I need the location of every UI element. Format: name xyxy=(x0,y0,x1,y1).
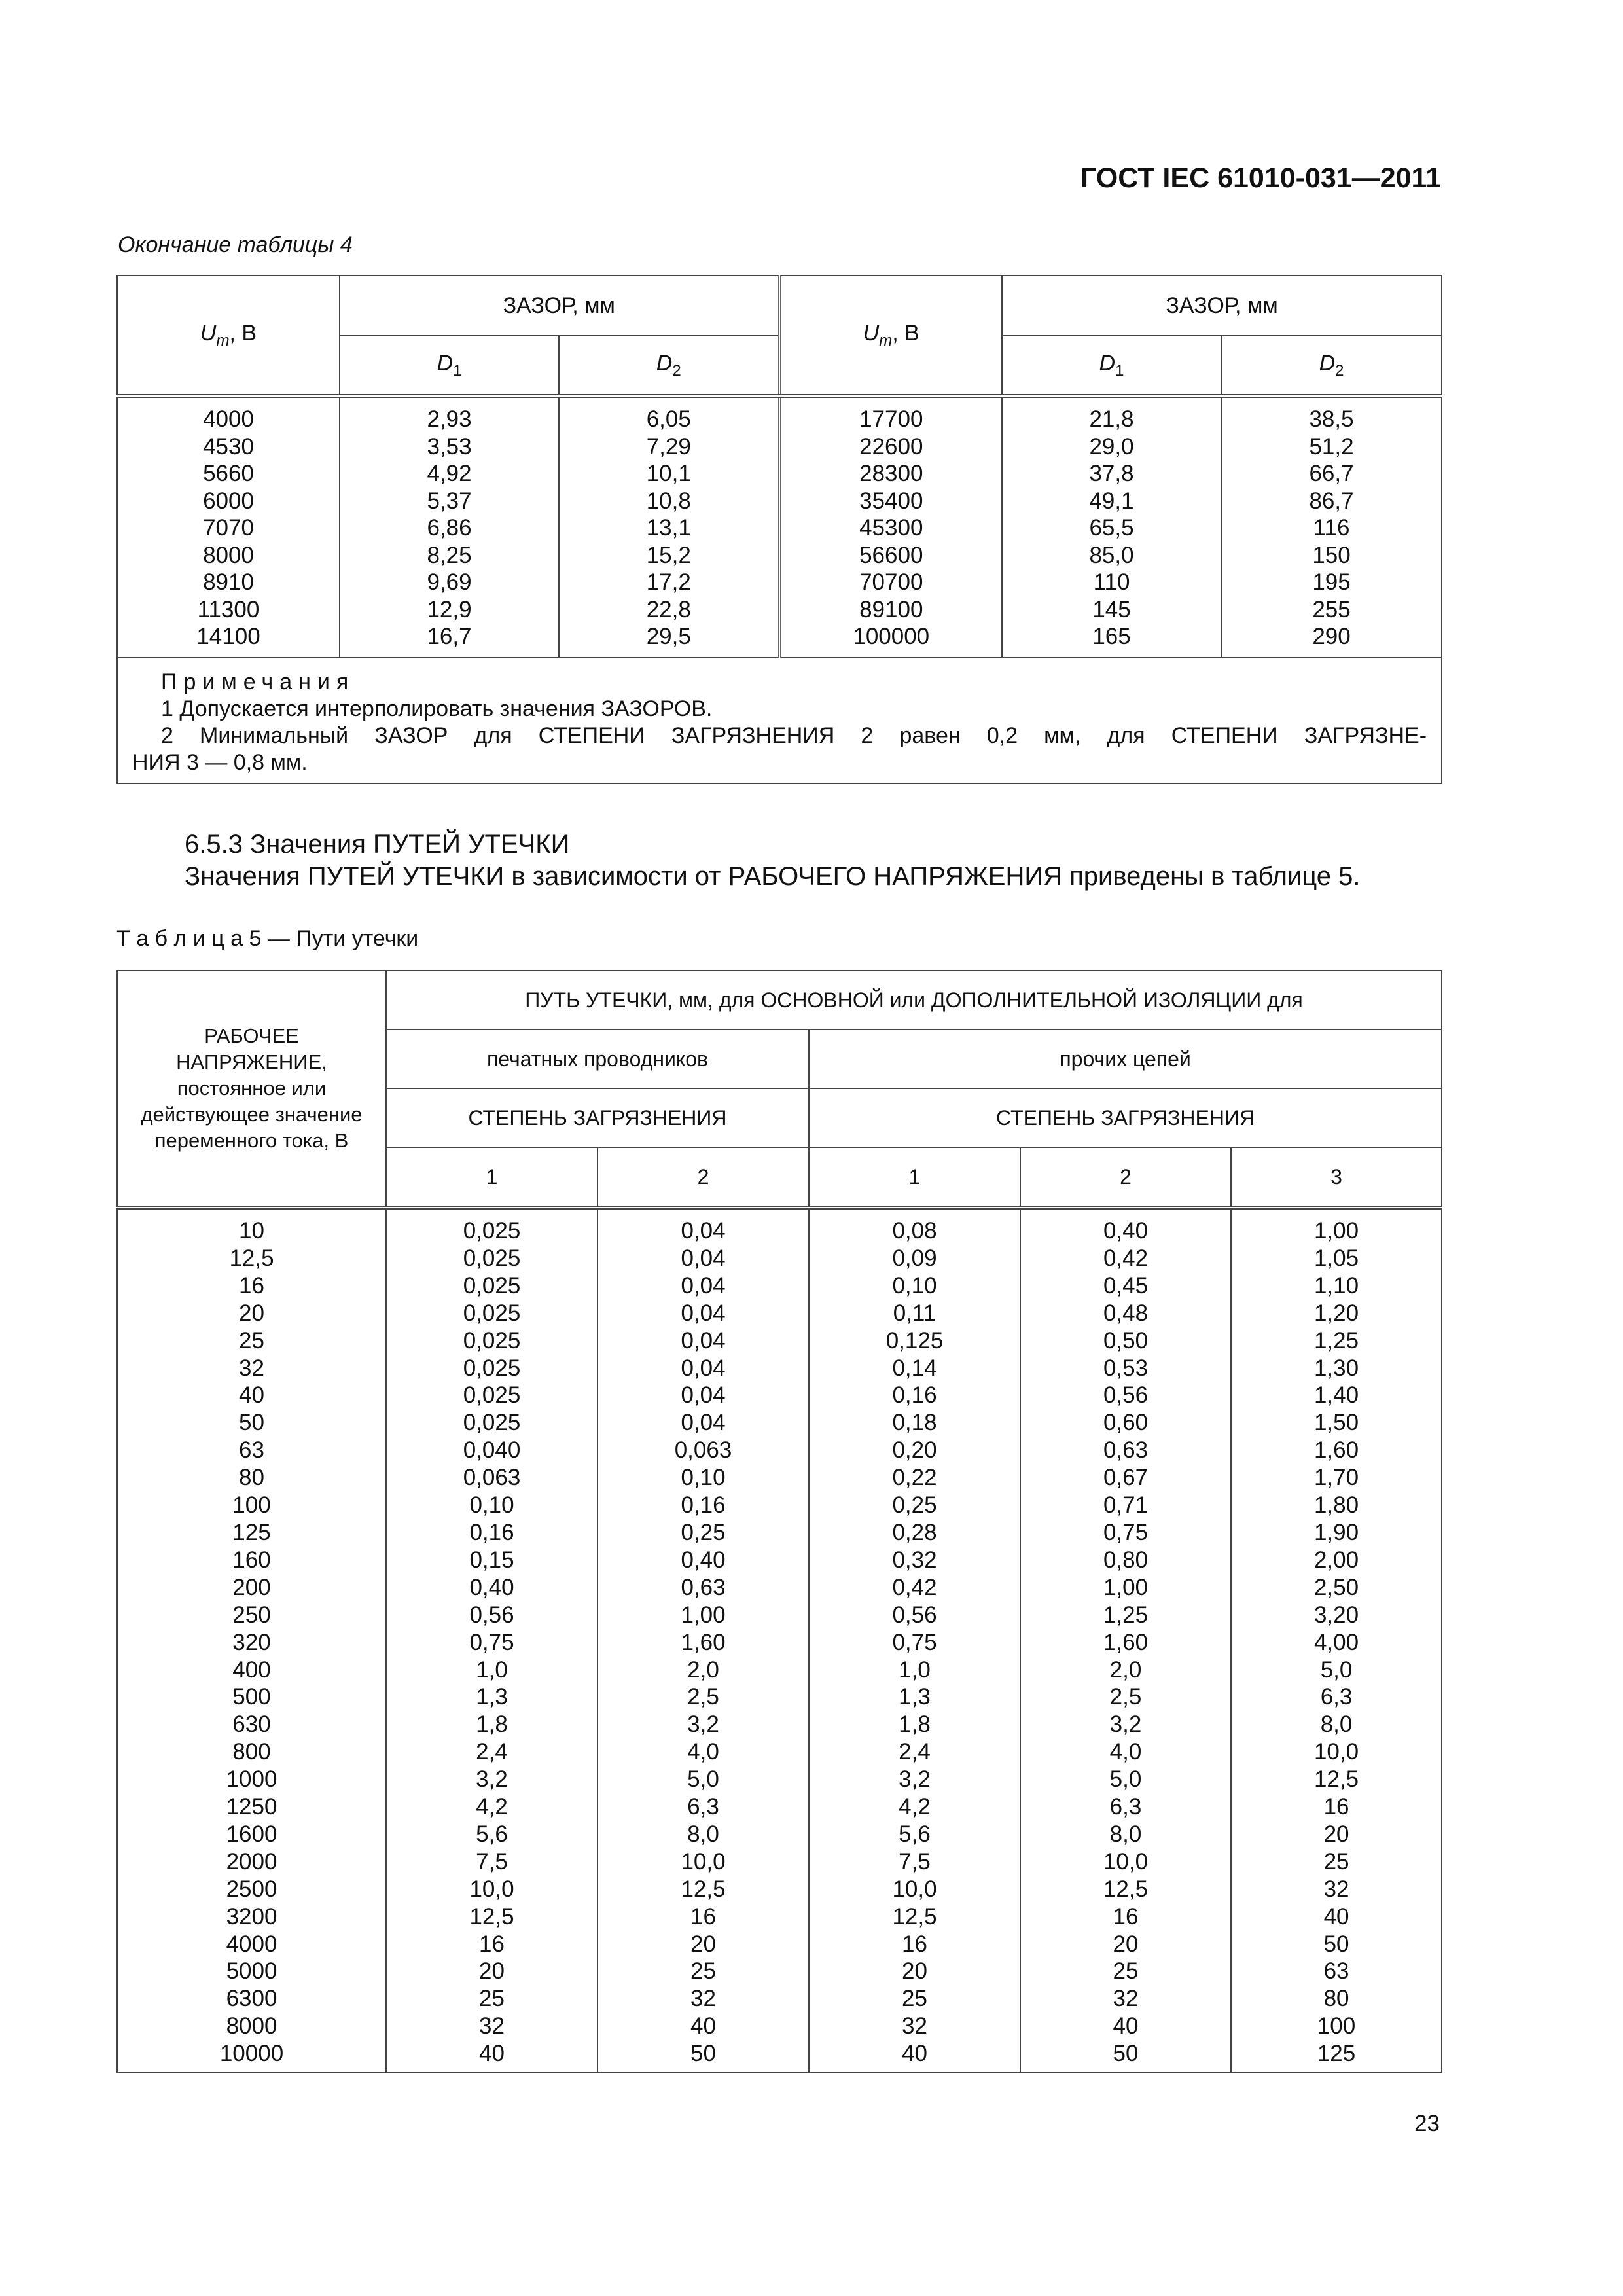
page-number: 23 xyxy=(1414,2111,1440,2136)
t5-col-pcb-1: 0,025 0,025 0,025 0,025 0,025 0,025 0,025 0,025 0,040 0,063 0,10 0,16 0,15 0,40 0,56 0,75 1,0 1,3 1,8 2,4 3,2 4,2 5,6 7,5 10,0 12,5 16 20 25 32 40 xyxy=(386,1208,597,2072)
t4-header-zazor-right: ЗАЗОР, мм xyxy=(1002,276,1442,336)
t5-header-pcb: печатных проводников xyxy=(386,1030,809,1088)
t4-col-d2-left: 6,05 7,29 10,1 10,8 13,1 15,2 17,2 22,8 29,5 xyxy=(559,396,779,658)
t4-col-d1-right: 21,8 29,0 37,8 49,1 65,5 85,0 110 145 165 xyxy=(1002,396,1221,658)
t4-col-um-right: 17700 22600 28300 35400 45300 56600 70700 89100 100000 xyxy=(779,396,1002,658)
t4-notes xyxy=(117,658,1442,783)
t5-degree-other-3: 3 xyxy=(1231,1147,1442,1208)
note-2-continuation: НИЯ 3 — 0,8 мм. xyxy=(132,749,308,775)
notes-title: Примечания xyxy=(161,669,355,694)
t5-degree-other-2: 2 xyxy=(1020,1147,1231,1208)
t5-col-other-1: 0,08 0,09 0,10 0,11 0,125 0,14 0,16 0,18 0,20 0,22 0,25 0,28 0,32 0,42 0,56 0,75 1,0 1,3 1,8 2,4 3,2 4,2 5,6 7,5 10,0 12,5 16 20 25 32 40 xyxy=(809,1208,1020,2072)
t5-header-pollution-pcb: СТЕПЕНЬ ЗАГРЯЗНЕНИЯ xyxy=(386,1088,809,1147)
t4-header-um-right: $U_m$, В xyxy=(779,276,1002,396)
note-2: 2 Минимальный ЗАЗОР для СТЕПЕНИ ЗАГРЯЗНЕНИЯ 2 равен 0,2 мм, для СТЕПЕНИ ЗАГРЯЗНЕ- xyxy=(161,723,1427,748)
t4-header-zazor-left: ЗАЗОР, мм xyxy=(340,276,779,336)
table5 xyxy=(116,970,1442,2073)
t5-header-creepage: ПУТЬ УТЕЧКИ, мм, для ОСНОВНОЙ или ДОПОЛНИТЕЛЬНОЙ ИЗОЛЯЦИИ для xyxy=(386,971,1442,1030)
table4 xyxy=(116,275,1442,784)
t5-header-voltage: РАБОЧЕЕ НАПРЯЖЕНИЕ, постоянное или действующее значение переменного тока, В xyxy=(117,971,386,1208)
t5-degree-pcb-2: 2 xyxy=(597,1147,809,1208)
t4-col-um-left: 4000 4530 5660 6000 7070 8000 8910 11300 14100 xyxy=(117,396,340,658)
table5-caption: Т а б л и ц а 5 — Пути утечки xyxy=(116,926,419,951)
section-heading: 6.5.3 Значения ПУТЕЙ УТЕЧКИ xyxy=(185,830,570,859)
t5-degree-other-1: 1 xyxy=(809,1147,1020,1208)
t4-col-d1-left: 2,93 3,53 4,92 5,37 6,86 8,25 9,69 12,9 16,7 xyxy=(340,396,559,658)
note-1: 1 Допускается интерполировать значения ЗАЗОРОВ. xyxy=(161,696,713,721)
t4-header-d1-right: $D_1$ xyxy=(1002,336,1221,396)
t5-col-voltage: 10 12,5 16 20 25 32 40 50 63 80 100 125 160 200 250 320 400 500 630 800 1000 1250 1600 2000 2500 3200 4000 5000 6300 8000 10000 xyxy=(117,1208,386,2072)
t5-col-pcb-2: 0,04 0,04 0,04 0,04 0,04 0,04 0,04 0,04 0,063 0,10 0,16 0,25 0,40 0,63 1,00 1,60 2,0 2,5 3,2 4,0 5,0 6,3 8,0 10,0 12,5 16 20 25 32 40 50 xyxy=(597,1208,809,2072)
t5-col-other-2: 0,40 0,42 0,45 0,48 0,50 0,53 0,56 0,60 0,63 0,67 0,71 0,75 0,80 1,00 1,25 1,60 2,0 2,5 3,2 4,0 5,0 6,3 8,0 10,0 12,5 16 20 25 32 40 50 xyxy=(1020,1208,1231,2072)
section-text: Значения ПУТЕЙ УТЕЧКИ в зависимости от РАБОЧЕГО НАПРЯЖЕНИЯ приведены в таблице 5. xyxy=(185,862,1361,891)
t5-col-other-3: 1,00 1,05 1,10 1,20 1,25 1,30 1,40 1,50 1,60 1,70 1,80 1,90 2,00 2,50 3,20 4,00 5,0 6,3 8,0 10,0 12,5 16 20 25 32 40 50 63 80 100 125 xyxy=(1231,1208,1442,2072)
t4-header-d2-left: $D_2$ xyxy=(559,336,779,396)
t4-col-d2-right: 38,5 51,2 66,7 86,7 116 150 195 255 290 xyxy=(1221,396,1442,658)
t4-header-um-left: $U_m$, В xyxy=(117,276,340,396)
t5-header-other: прочих цепей xyxy=(809,1030,1442,1088)
table4-caption: Окончание таблицы 4 xyxy=(118,232,353,257)
t5-header-pollution-other: СТЕПЕНЬ ЗАГРЯЗНЕНИЯ xyxy=(809,1088,1442,1147)
t4-header-d1-left: $D_1$ xyxy=(340,336,559,396)
t4-header-d2-right: $D_2$ xyxy=(1221,336,1442,396)
t5-degree-pcb-1: 1 xyxy=(386,1147,597,1208)
document-code: ГОСТ IEC 61010-031—2011 xyxy=(1080,162,1441,194)
